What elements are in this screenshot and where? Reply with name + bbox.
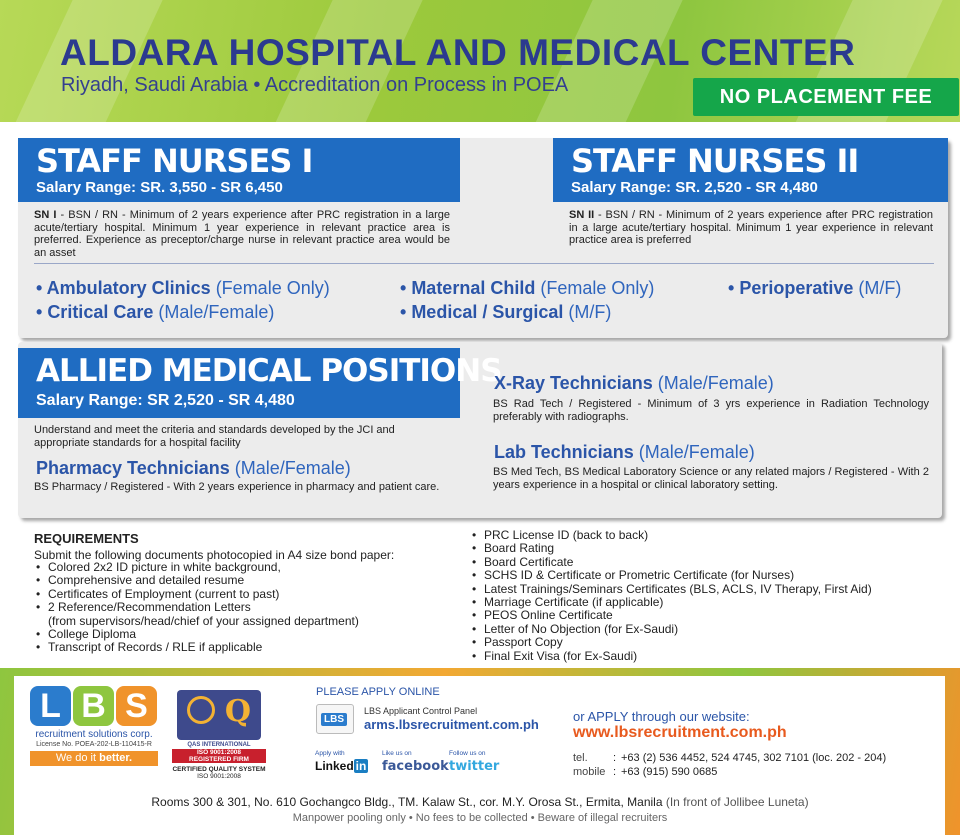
iso-line: QAS INTERNATIONAL [187,742,251,748]
recruitment-warning: Manpower pooling only • No fees to be collected • Beware of illegal recruiters [292,812,668,824]
office-address: Rooms 300 & 301, No. 610 Gochangco Bldg., TM. Kalaw St., cor. M.Y. Orosa St., Ermita, Manila (In front of Jollibee Luneta) [151,795,809,809]
telephone: tel. : +63 (2) 536 4452, 524 4745, 302 7101 (loc. 202 - 204) [573,752,887,764]
mobile: mobile : +63 (915) 590 0685 [573,766,718,778]
lbs-logo [30,686,158,766]
area-name: Maternal Child [411,278,536,298]
area-item: • Maternal Child (Female Only) [400,278,655,298]
sn1-text: - BSN / RN - Minimum of 2 years experience after PRC registration in a large acute/tertiary hospital. Minimum 1 year experience in relevant practice area is preferred. Experience as preceptor/charge nurse in relevant practice area would be an asset [34,209,450,259]
list-item: • Certificates of Employment (current to past) [36,586,280,601]
staff-nurses-1-salary: Salary Range: SR. 3,550 - SR 6,450 [36,179,283,196]
position-name: Lab Technicians [494,442,634,462]
iso-line: CERTIFIED QUALITY SYSTEM [172,766,266,773]
iso-certification-badge [172,690,266,780]
sn1-code: SN I [34,209,57,221]
iso-line: REGISTERED FIRM [172,756,266,763]
page-title: ALDARA HOSPITAL AND MEDICAL CENTER [60,32,856,73]
list-item: • SCHS ID & Certificate or Prometric Certificate (for Nurses) [472,568,795,583]
area-qualifier: (Female Only) [215,278,330,298]
area-name: Ambulatory Clinics [46,278,211,298]
position-qualifier: (Male/Female) [638,442,755,462]
position-title [494,373,774,394]
linkedin-icon: Linked in [315,759,367,773]
list-item: • Latest Trainings/Seminars Certificates (BLS, ACLS, IV Therapy, First Aid) [472,581,872,596]
position-name: Pharmacy Technicians [36,458,230,478]
area-qualifier: (Male/Female) [158,302,275,322]
linkedin-link[interactable]: Apply with Linked in [315,750,367,773]
page-subtitle: Riyadh, Saudi Arabia • Accreditation on Process in POEA [61,74,569,96]
staff-nurses-2-heading: STAFF NURSES II [571,142,859,180]
facebook-icon: facebook [382,759,449,774]
area-item: • Critical Care (Male/Female) [36,302,275,322]
area-item: • Medical / Surgical (M/F) [400,302,612,322]
staff-nurses-2-description [569,209,933,247]
requirements-list-right [470,529,872,663]
lbs-letter-b: B [73,686,114,726]
lbs-letter-l: L [30,686,71,726]
list-item: • Letter of No Objection (for Ex-Saudi) [472,621,679,636]
area-qualifier: (M/F) [858,278,902,298]
lbs-letters [30,686,158,726]
allied-salary: Salary Range: SR 2,520 - SR 4,480 [36,392,295,409]
applicant-panel-link[interactable]: arms.lbsrecruitment.com.ph [364,717,539,732]
area-qualifier: (M/F) [568,302,612,322]
staff-nurses-2-banner [553,138,948,202]
area-item: • Perioperative (M/F) [728,278,902,298]
allied-banner [18,348,502,418]
iso-line: ISO 9001:2008 [172,749,266,756]
list-item: • Board Rating [472,541,555,556]
area-qualifier: (Female Only) [540,278,655,298]
nurses-divider [34,263,934,264]
position-description: BS Pharmacy / Registered - With 2 years experience in pharmacy and patient care. [34,481,440,493]
position-description: BS Med Tech, BS Medical Laboratory Science or any related majors / Registered - With 2 years experience in a hospital or clinical laboratory setting. [493,466,929,491]
list-item: • Comprehensive and detailed resume [36,573,245,588]
twitter-icon: twitter [449,759,500,774]
website-link[interactable]: www.lbsrecruitment.com.ph [573,724,787,741]
position-description: BS Rad Tech / Registered - Minimum of 3 yrs experience in Radiation Technology preferably with radiographs. [493,398,929,423]
or-apply-label: or APPLY through our website: [573,709,750,724]
area-item: • Ambulatory Clinics (Female Only) [36,278,330,298]
area-name: Perioperative [739,278,854,298]
list-item: • Final Exit Visa (for Ex-Saudi) [472,648,638,663]
requirements-list-left [34,561,359,655]
applicant-panel-icon: LBS [316,704,354,734]
list-item: • PRC License ID (back to back) [472,528,649,542]
applicant-panel-label: LBS Applicant Control Panel [364,706,478,716]
iso-seal-icon: Q [177,690,261,740]
iso-line: ISO 9001:2008 [197,773,241,780]
header-banner [0,0,960,122]
list-item: • Colored 2x2 ID picture in white background, [36,560,281,574]
staff-nurses-1-banner [18,138,460,202]
staff-nurses-1-description [34,209,450,259]
lbs-tagline: recruitment solutions corp. [35,729,153,740]
twitter-link[interactable]: Follow us on twitter [449,750,500,774]
list-item: • 2 Reference/Recommendation Letters [36,600,251,615]
list-item: • College Diploma [36,627,137,642]
area-name: Medical / Surgical [411,302,564,322]
list-item: • Marriage Certificate (if applicable) [472,595,664,610]
position-name: X-Ray Technicians [494,373,653,393]
list-item: (from supervisors/head/chief of your assigned department) [48,613,359,628]
list-item: • Transcript of Records / RLE if applicable [36,640,263,655]
position-title [36,458,351,479]
position-title [494,442,755,463]
list-item: • PEOS Online Certificate [472,608,613,623]
position-qualifier: (Male/Female) [234,458,351,478]
sn2-text: - BSN / RN - Minimum of 2 years experience after PRC registration in a large acute/tertiary hospital. Minimum 1 year experience in relevant practice area is preferred [569,209,933,246]
lbs-license: License No. POEA-202-LB-110415-R [36,741,152,748]
list-item: • Board Certificate [472,554,574,569]
allied-heading: ALLIED MEDICAL POSITIONS [36,353,502,389]
allied-description: Understand and meet the criteria and standards developed by the JCI and appropriate standards for a hospital facility [34,424,395,449]
list-item: • Passport Copy [472,635,563,650]
staff-nurses-2-salary: Salary Range: SR. 2,520 - SR 4,480 [571,179,818,196]
area-name: Critical Care [47,302,154,322]
apply-online-label: PLEASE APPLY ONLINE [316,686,440,698]
lbs-motto: We do it better. [30,751,158,766]
lbs-letter-s: S [116,686,157,726]
no-placement-fee-badge: NO PLACEMENT FEE [693,78,959,116]
requirements-title: REQUIREMENTS [34,531,139,546]
facebook-link[interactable]: Like us on facebook [382,750,449,774]
sn2-code: SN II [569,209,595,221]
staff-nurses-1-heading: STAFF NURSES I [36,142,313,180]
position-qualifier: (Male/Female) [657,373,774,393]
requirements-intro: Submit the following documents photocopied in A4 size bond paper: [34,548,395,562]
